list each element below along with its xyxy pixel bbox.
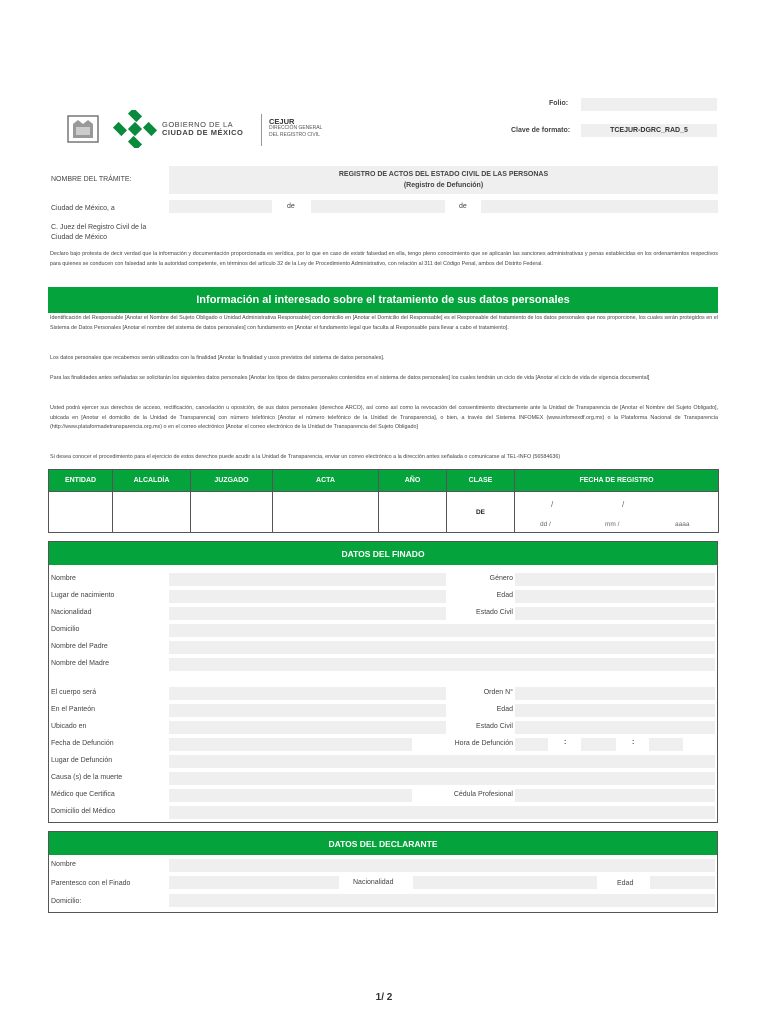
finado-lugar-nac-label: Lugar de nacimiento <box>51 592 115 599</box>
declarante-nacionalidad-label: Nacionalidad <box>353 879 394 886</box>
finado-padre-field[interactable] <box>169 641 715 654</box>
fecha-registro-cell[interactable] <box>515 492 719 533</box>
finado-causa-label: Causa (s) de la muerte <box>51 774 123 781</box>
declarante-nacionalidad-field[interactable] <box>413 876 597 889</box>
privacy-p5: Si desea conocer el procedimiento para el ejercicio de estos derechos puede acudir a la Unidad de Transparencia, enviar un correo electrónico a la dirección antes señalada o comunicarse al TEL-INFO (56584636) <box>50 454 561 460</box>
registro-table <box>48 469 719 533</box>
finado-minutos-field[interactable] <box>581 738 616 751</box>
finado-dom-medico-field[interactable] <box>169 806 715 819</box>
header-clase: CLASE <box>447 470 515 492</box>
finado-edad-field[interactable] <box>515 590 715 603</box>
finado-estado-civil2-label: Estado Civil <box>476 723 513 730</box>
finado-medico-label: Médico que Certifica <box>51 791 115 798</box>
finado-genero-label: Género <box>489 575 513 582</box>
finado-lugar-def-field[interactable] <box>169 755 715 768</box>
tramite-name-box: REGISTRO DE ACTOS DEL ESTADO CIVIL DE LAS PERSONAS (Registro de Defunción) <box>169 166 718 194</box>
privacy-p2: Los datos personales que recabemos serán utilizados con la finalidad [Anotar la finalidad y usos previstos del sistema de datos personales]. <box>50 355 385 361</box>
declarante-title: DATOS DEL DECLARANTE <box>49 832 717 855</box>
acta-cell[interactable] <box>273 492 379 533</box>
tramite-label: NOMBRE DEL TRÁMITE: <box>51 176 132 183</box>
finado-estado-civil2-field[interactable] <box>515 721 715 734</box>
finado-genero-field[interactable] <box>515 573 715 586</box>
header-juzgado: JUZGADO <box>191 470 273 492</box>
finado-nombre-label: Nombre <box>51 575 76 582</box>
finado-domicilio-field[interactable] <box>169 624 715 637</box>
header-fecha-registro: FECHA DE REGISTRO <box>515 470 719 492</box>
finado-causa-field[interactable] <box>169 772 715 785</box>
finado-orden-label: Orden N° <box>483 689 513 696</box>
finado-domicilio-label: Domicilio <box>51 626 80 633</box>
finado-fecha-def-field[interactable] <box>169 738 412 751</box>
header-entidad: ENTIDAD <box>49 470 113 492</box>
privacy-p1: Identificación del Responsable [Anotar el Nombre del Sujeto Obligado o Unidad Administrativa Responsable] con domicilio en [Anotar el Domicilio del Responsable] es el Responsable del tratamiento de los datos personales que nos proporcione, los cuales serán protegidos en el Sistema de Datos Personales [Anotar el nombre del sistema de datos personales] con fundamento en [Anotar el fundamento legal que faculta al Responsable para llevar a cabo el tratamiento]. <box>50 315 718 331</box>
page-number: 1/ 2 <box>375 992 393 1003</box>
finado-nacionalidad-field[interactable] <box>169 607 446 620</box>
finado-panteon-label: En el Panteón <box>51 706 95 713</box>
finado-hora-field[interactable] <box>515 738 548 751</box>
finado-segundos-field[interactable] <box>649 738 683 751</box>
date-slash-2: / <box>622 500 625 509</box>
entidad-cell[interactable] <box>49 492 113 533</box>
finado-fecha-def-label: Fecha de Defunción <box>51 740 114 747</box>
date-dd-label: dd / <box>540 521 551 528</box>
finado-ubicado-field[interactable] <box>169 721 446 734</box>
finado-madre-label: Nombre del Madre <box>51 660 109 667</box>
clase-cell: DE <box>447 492 515 533</box>
declarante-edad-label: Edad <box>617 880 634 887</box>
registro-value-row <box>49 492 719 533</box>
folio-label: Folio: <box>549 100 569 107</box>
city-label: Ciudad de México, a <box>51 205 115 212</box>
declarante-parentesco-label: Parentesco con el Finado <box>51 880 131 887</box>
registro-header-row <box>49 470 719 492</box>
privacy-p4: Usted podrá ejercer sus derechos de acceso, rectificación, cancelación u oposición, de sus datos personales (derechos ARCO), así como así como la revocación del consentimiento directamente ante la Unidad de Transparencia de [Anotar el Nombre del Sujeto Obligado], ubicada en [Anotar el domicilio de la Unidad de Transparencia] con número telefónico [Anotar el número telefónico de la Unidad de Transparencia], o bien, a través del Sistema INFOMEX (www.infomexdf.org.mx) o la Plataforma Nacional de Transparencia (http://www.plataformadetransparencia.org.mx) o en el correo electrónico [Anotar el correo electrónico de la Unidad de Transparencia del Sujeto Obligado] <box>50 405 718 431</box>
declarante-nombre-label: Nombre <box>51 861 76 868</box>
finado-nombre-field[interactable] <box>169 573 446 586</box>
juzgado-cell[interactable] <box>191 492 273 533</box>
header-alcaldia: ALCALDÍA <box>113 470 191 492</box>
cejur-block: CEJUR DIRECCIÓN GENERAL DEL REGISTRO CIVIL <box>269 117 323 138</box>
finado-cuerpo-label: El cuerpo será <box>51 689 97 696</box>
finado-padre-label: Nombre del Padre <box>51 643 108 650</box>
finado-nacionalidad-label: Nacionalidad <box>51 609 92 616</box>
finado-edad-label: Edad <box>496 592 513 599</box>
gov-name: GOBIERNO DE LA CIUDAD DE MÉXICO <box>162 120 244 137</box>
finado-orden-field[interactable] <box>515 687 715 700</box>
privacy-p3: Para las finalidades antes señaladas se solicitarán los siguientes datos personales [Anotar los tipos de datos personales contenidos en el sistema de datos personales] los cuales tendrán un ciclo de vida [Anotar el ciclo de vida de vigencia documental] <box>50 375 650 381</box>
declarante-nombre-field[interactable] <box>169 859 715 872</box>
finado-ubicado-label: Ubicado en <box>51 723 87 730</box>
finado-lugar-nac-field[interactable] <box>169 590 446 603</box>
month-field[interactable] <box>311 200 445 213</box>
header-acta: ACTA <box>273 470 379 492</box>
de-label-2: de <box>459 203 467 210</box>
clave-label: Clave de formato: <box>511 127 571 134</box>
declarante-domicilio-label: Domicilio: <box>51 898 82 905</box>
date-mm-label: mm / <box>605 521 620 528</box>
anio-cell[interactable] <box>379 492 447 533</box>
year-field[interactable] <box>481 200 718 213</box>
de-label-1: de <box>287 203 295 210</box>
finado-estado-civil-field[interactable] <box>515 607 715 620</box>
logo-divider <box>261 114 262 146</box>
privacy-title: Información al interesado sobre el tratamiento de sus datos personales <box>48 287 718 313</box>
finado-lugar-def-label: Lugar de Defunción <box>51 757 113 764</box>
finado-medico-field[interactable] <box>169 789 412 802</box>
cdmx-logo-icon <box>112 110 158 148</box>
alcaldia-cell[interactable] <box>113 492 191 533</box>
finado-hora-def-label: Hora de Defunción <box>454 740 513 747</box>
day-field[interactable] <box>169 200 272 213</box>
finado-edad2-label: Edad <box>496 706 513 713</box>
declarante-edad-field[interactable] <box>650 876 715 889</box>
finado-edad2-field[interactable] <box>515 704 715 717</box>
clave-field: TCEJUR-DGRC_RAD_5 <box>581 124 717 137</box>
declarante-domicilio-field[interactable] <box>169 894 715 907</box>
header-anio: AÑO <box>379 470 447 492</box>
finado-hora-colon-1: : <box>564 739 567 746</box>
finado-madre-field[interactable] <box>169 658 715 671</box>
date-slash-1: / <box>551 500 554 509</box>
finado-panteon-field[interactable] <box>169 704 446 717</box>
finado-title: DATOS DEL FINADO <box>49 542 717 565</box>
date-aaaa-label: aaaa <box>675 521 690 528</box>
coat-of-arms-logo <box>66 114 100 144</box>
juez-label: C. Juez del Registro Civil de la Ciudad de México <box>51 224 147 241</box>
finado-dom-medico-label: Domicilio del Médico <box>51 808 116 815</box>
folio-field[interactable] <box>581 98 717 111</box>
finado-cedula-field[interactable] <box>515 789 715 802</box>
declaration-text: Declaro bajo protesta de decir verdad que la información y documentación proporcionada es verídica, por lo que en caso de existir falsedad en ella, tengo pleno conocimiento que se aplicarán las sanciones administrativas y penas establecidas en los ordenamientos respectivos para quienes se conducen con falsedad ante la autoridad competente, en términos del artículo 32 de la Ley de Procedimiento Administrativo, con relación al 311 del Código Penal, ambos del Distrito Federal. <box>50 251 718 267</box>
declarante-parentesco-field[interactable] <box>169 876 339 889</box>
finado-hora-colon-2: : <box>632 739 635 746</box>
finado-cedula-label: Cédula Profesional <box>453 791 513 798</box>
finado-estado-civil-label: Estado Civil <box>476 609 513 616</box>
finado-cuerpo-field[interactable] <box>169 687 446 700</box>
